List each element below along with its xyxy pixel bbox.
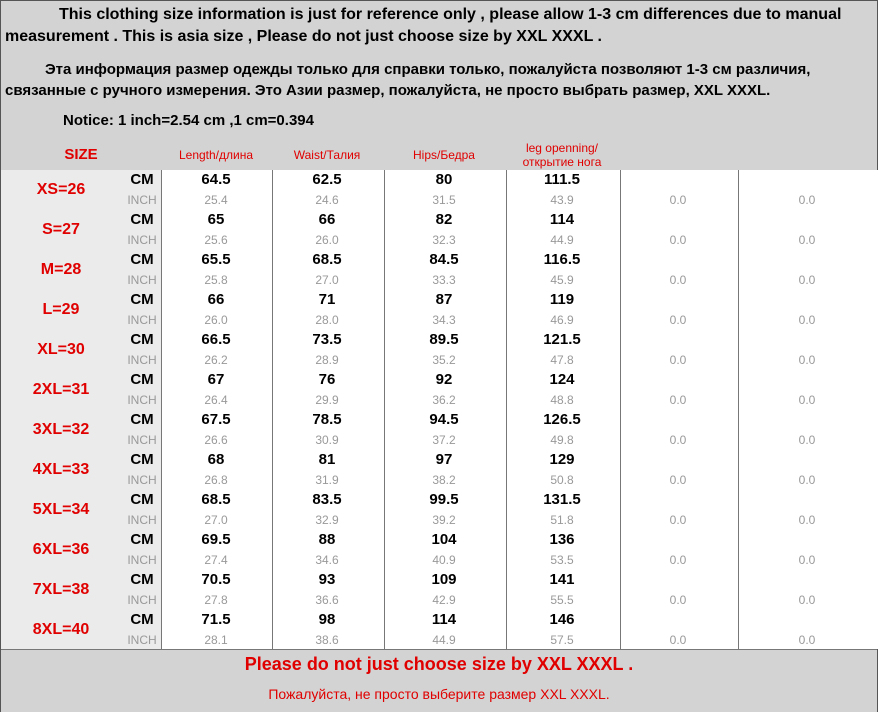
size-label: L=29: [42, 301, 80, 318]
size-label: XS=26: [36, 181, 86, 198]
header-hips: Hips/Бедра: [413, 147, 475, 162]
cm-value: 65.5: [201, 251, 231, 268]
extra-value: 0.0: [798, 553, 816, 567]
cm-value: 131.5: [543, 491, 581, 508]
extra-value: 0.0: [798, 193, 816, 207]
cm-value: 88: [318, 531, 336, 548]
unit-cm: CM: [130, 251, 154, 268]
inch-value: 34.3: [432, 313, 456, 327]
inch-value: 38.2: [432, 473, 456, 487]
size-label: 5XL=34: [32, 501, 90, 518]
cm-value: 119: [549, 291, 575, 308]
cm-value: 114: [431, 611, 457, 628]
unit-inch: INCH: [127, 593, 157, 607]
extra-value: 0.0: [669, 273, 687, 287]
cm-value: 68: [207, 451, 225, 468]
inch-value: 49.8: [550, 433, 574, 447]
cm-value: 66: [207, 291, 225, 308]
unit-inch: INCH: [127, 353, 157, 367]
cm-value: 80: [435, 171, 453, 188]
unit-inch: INCH: [127, 193, 157, 207]
unit-inch: INCH: [127, 473, 157, 487]
unit-cm: CM: [130, 291, 154, 308]
size-label: 4XL=33: [32, 461, 90, 478]
inch-value: 26.8: [204, 473, 228, 487]
inch-value: 25.6: [204, 233, 228, 247]
cm-value: 92: [435, 371, 453, 388]
size-label: S=27: [42, 221, 80, 238]
header-size: SIZE: [64, 145, 98, 163]
cm-value: 146: [549, 611, 575, 628]
inch-value: 39.2: [432, 513, 456, 527]
cm-value: 111.5: [544, 171, 580, 188]
unit-inch: INCH: [127, 513, 157, 527]
inch-value: 27.0: [315, 273, 339, 287]
inch-value: 32.3: [432, 233, 456, 247]
inch-value: 24.6: [315, 193, 339, 207]
unit-cm: CM: [130, 211, 154, 228]
inch-value: 46.9: [550, 313, 574, 327]
size-table: [1, 139, 877, 649]
extra-value: 0.0: [669, 233, 687, 247]
inch-value: 42.9: [432, 593, 456, 607]
inch-value: 51.8: [550, 513, 574, 527]
extra-value: 0.0: [669, 313, 687, 327]
table-header-row: [1, 139, 877, 171]
cm-value: 141: [549, 571, 575, 588]
size-label: XL=30: [37, 341, 85, 358]
unit-inch: INCH: [127, 273, 157, 287]
extra-value: 0.0: [798, 633, 816, 647]
inch-value: 55.5: [550, 593, 574, 607]
extra-value: 0.0: [669, 393, 687, 407]
cm-value: 81: [318, 451, 336, 468]
cm-value: 99.5: [429, 491, 459, 508]
extra-value: 0.0: [798, 313, 816, 327]
cm-value: 82: [435, 211, 453, 228]
cm-value: 65: [207, 211, 225, 228]
inch-value: 40.9: [432, 553, 456, 567]
inch-value: 57.5: [550, 633, 574, 647]
cm-value: 67.5: [201, 411, 231, 428]
extra-value: 0.0: [669, 193, 687, 207]
extra-value: 0.0: [798, 473, 816, 487]
cm-value: 84.5: [429, 251, 459, 268]
inch-value: 44.9: [550, 233, 574, 247]
cm-value: 66: [318, 211, 336, 228]
inch-value: 27.8: [204, 593, 228, 607]
header-waist: Waist/Талия: [293, 147, 361, 162]
inch-value: 27.4: [204, 553, 228, 567]
size-label: 8XL=40: [32, 621, 90, 638]
cm-value: 129: [549, 451, 575, 468]
unit-inch: INCH: [127, 433, 157, 447]
inch-value: 25.4: [204, 193, 228, 207]
cm-value: 97: [435, 451, 453, 468]
size-label: 6XL=36: [32, 541, 90, 558]
inch-value: 37.2: [432, 433, 456, 447]
header-leg-line-1: leg openning/: [525, 140, 599, 155]
cm-value: 104: [431, 531, 457, 548]
extra-value: 0.0: [669, 433, 687, 447]
header-leg-opening: [505, 139, 619, 170]
cm-value: 124: [549, 371, 575, 388]
cm-value: 109: [431, 571, 457, 588]
inch-value: 38.6: [315, 633, 339, 647]
inch-value: 26.6: [204, 433, 228, 447]
unit-cm: CM: [130, 531, 154, 548]
extra-value: 0.0: [798, 273, 816, 287]
extra-value: 0.0: [798, 233, 816, 247]
cm-value: 94.5: [429, 411, 459, 428]
cm-value: 93: [318, 571, 336, 588]
inch-value: 33.3: [432, 273, 456, 287]
cm-value: 83.5: [312, 491, 342, 508]
size-label: 2XL=31: [32, 381, 90, 398]
inch-value: 28.0: [315, 313, 339, 327]
cm-value: 68.5: [312, 251, 342, 268]
inch-value: 28.9: [315, 353, 339, 367]
unit-cm: CM: [130, 371, 154, 388]
header-leg-line-2: открытие нога: [522, 154, 602, 169]
unit-cm: CM: [130, 451, 154, 468]
extra-value: 0.0: [669, 593, 687, 607]
inch-value: 25.8: [204, 273, 228, 287]
cm-value: 68.5: [201, 491, 231, 508]
inch-value: 35.2: [432, 353, 456, 367]
inch-value: 29.9: [315, 393, 339, 407]
footer-panel: [1, 649, 877, 712]
unit-inch: INCH: [127, 553, 157, 567]
unit-cm: CM: [130, 611, 154, 628]
inch-value: 48.8: [550, 393, 574, 407]
inch-value: 31.5: [432, 193, 456, 207]
footer-warning-russian: Пожалуйста, не просто выберите размер XXL XXXL.: [268, 686, 610, 702]
cm-value: 69.5: [201, 531, 231, 548]
cm-value: 73.5: [312, 331, 342, 348]
extra-value: 0.0: [669, 473, 687, 487]
cm-value: 66.5: [201, 331, 231, 348]
inch-value: 31.9: [315, 473, 339, 487]
cm-value: 89.5: [429, 331, 459, 348]
unit-inch: INCH: [127, 393, 157, 407]
cm-value: 98: [318, 611, 336, 628]
cm-value: 67: [207, 371, 225, 388]
unit-inch: INCH: [127, 233, 157, 247]
unit-cm: CM: [130, 331, 154, 348]
inch-value: 26.2: [204, 353, 228, 367]
inch-value: 43.9: [550, 193, 574, 207]
cm-value: 121.5: [543, 331, 581, 348]
inch-value: 44.9: [432, 633, 456, 647]
size-label: M=28: [40, 261, 82, 278]
unit-inch: INCH: [127, 313, 157, 327]
cm-value: 70.5: [201, 571, 231, 588]
size-label: 7XL=38: [32, 581, 90, 598]
notice-russian-line-1: Эта информация размер одежды только для справки только, пожалуйста позволяют 1-3 см различия,: [45, 61, 811, 78]
inch-value: 53.5: [550, 553, 574, 567]
inch-value: 26.4: [204, 393, 228, 407]
unit-cm: CM: [130, 491, 154, 508]
unit-cm: CM: [130, 171, 154, 188]
cm-value: 136: [549, 531, 575, 548]
cm-value: 114: [549, 211, 575, 228]
footer-warning-english: Please do not just choose size by XXL XXXL .: [244, 654, 634, 674]
extra-value: 0.0: [798, 433, 816, 447]
cm-value: 76: [318, 371, 336, 388]
inch-value: 32.9: [315, 513, 339, 527]
notice-english-line-1: This clothing size information is just for reference only , please allow 1-3 cm differences due to manual: [59, 6, 842, 23]
inch-value: 36.2: [432, 393, 456, 407]
cm-value: 87: [435, 291, 453, 308]
header-length: Length/длина: [178, 147, 254, 162]
inch-value: 27.0: [204, 513, 228, 527]
inch-value: 26.0: [315, 233, 339, 247]
extra-value: 0.0: [669, 513, 687, 527]
conversion-notice: Notice: 1 inch=2.54 cm ,1 cm=0.394: [63, 112, 314, 129]
inch-value: 47.8: [550, 353, 574, 367]
cm-value: 116.5: [543, 251, 581, 268]
inch-value: 30.9: [315, 433, 339, 447]
cm-value: 126.5: [543, 411, 581, 428]
extra-value: 0.0: [669, 633, 687, 647]
inch-value: 45.9: [550, 273, 574, 287]
inch-value: 50.8: [550, 473, 574, 487]
inch-value: 28.1: [204, 633, 228, 647]
cm-value: 64.5: [201, 171, 231, 188]
extra-value: 0.0: [669, 353, 687, 367]
unit-cm: CM: [130, 411, 154, 428]
extra-value: 0.0: [798, 513, 816, 527]
unit-inch: INCH: [127, 633, 157, 647]
notice-panel: [1, 1, 877, 140]
cm-value: 62.5: [312, 171, 342, 188]
extra-value: 0.0: [669, 553, 687, 567]
extra-value: 0.0: [798, 353, 816, 367]
cm-value: 78.5: [312, 411, 342, 428]
extra-value: 0.0: [798, 393, 816, 407]
inch-value: 36.6: [315, 593, 339, 607]
inch-value: 26.0: [204, 313, 228, 327]
cm-value: 71.5: [201, 611, 231, 628]
notice-russian-line-2: связанные с ручного измерения. Это Азии размер, пожалуйста, не просто выбрать размер, XXL XXXL.: [5, 82, 771, 99]
notice-english-line-2: measurement . This is asia size , Please do not just choose size by XXL XXXL .: [5, 28, 602, 45]
size-label: 3XL=32: [32, 421, 90, 438]
extra-value: 0.0: [798, 593, 816, 607]
unit-cm: CM: [130, 571, 154, 588]
inch-value: 34.6: [315, 553, 339, 567]
cm-value: 71: [318, 291, 336, 308]
